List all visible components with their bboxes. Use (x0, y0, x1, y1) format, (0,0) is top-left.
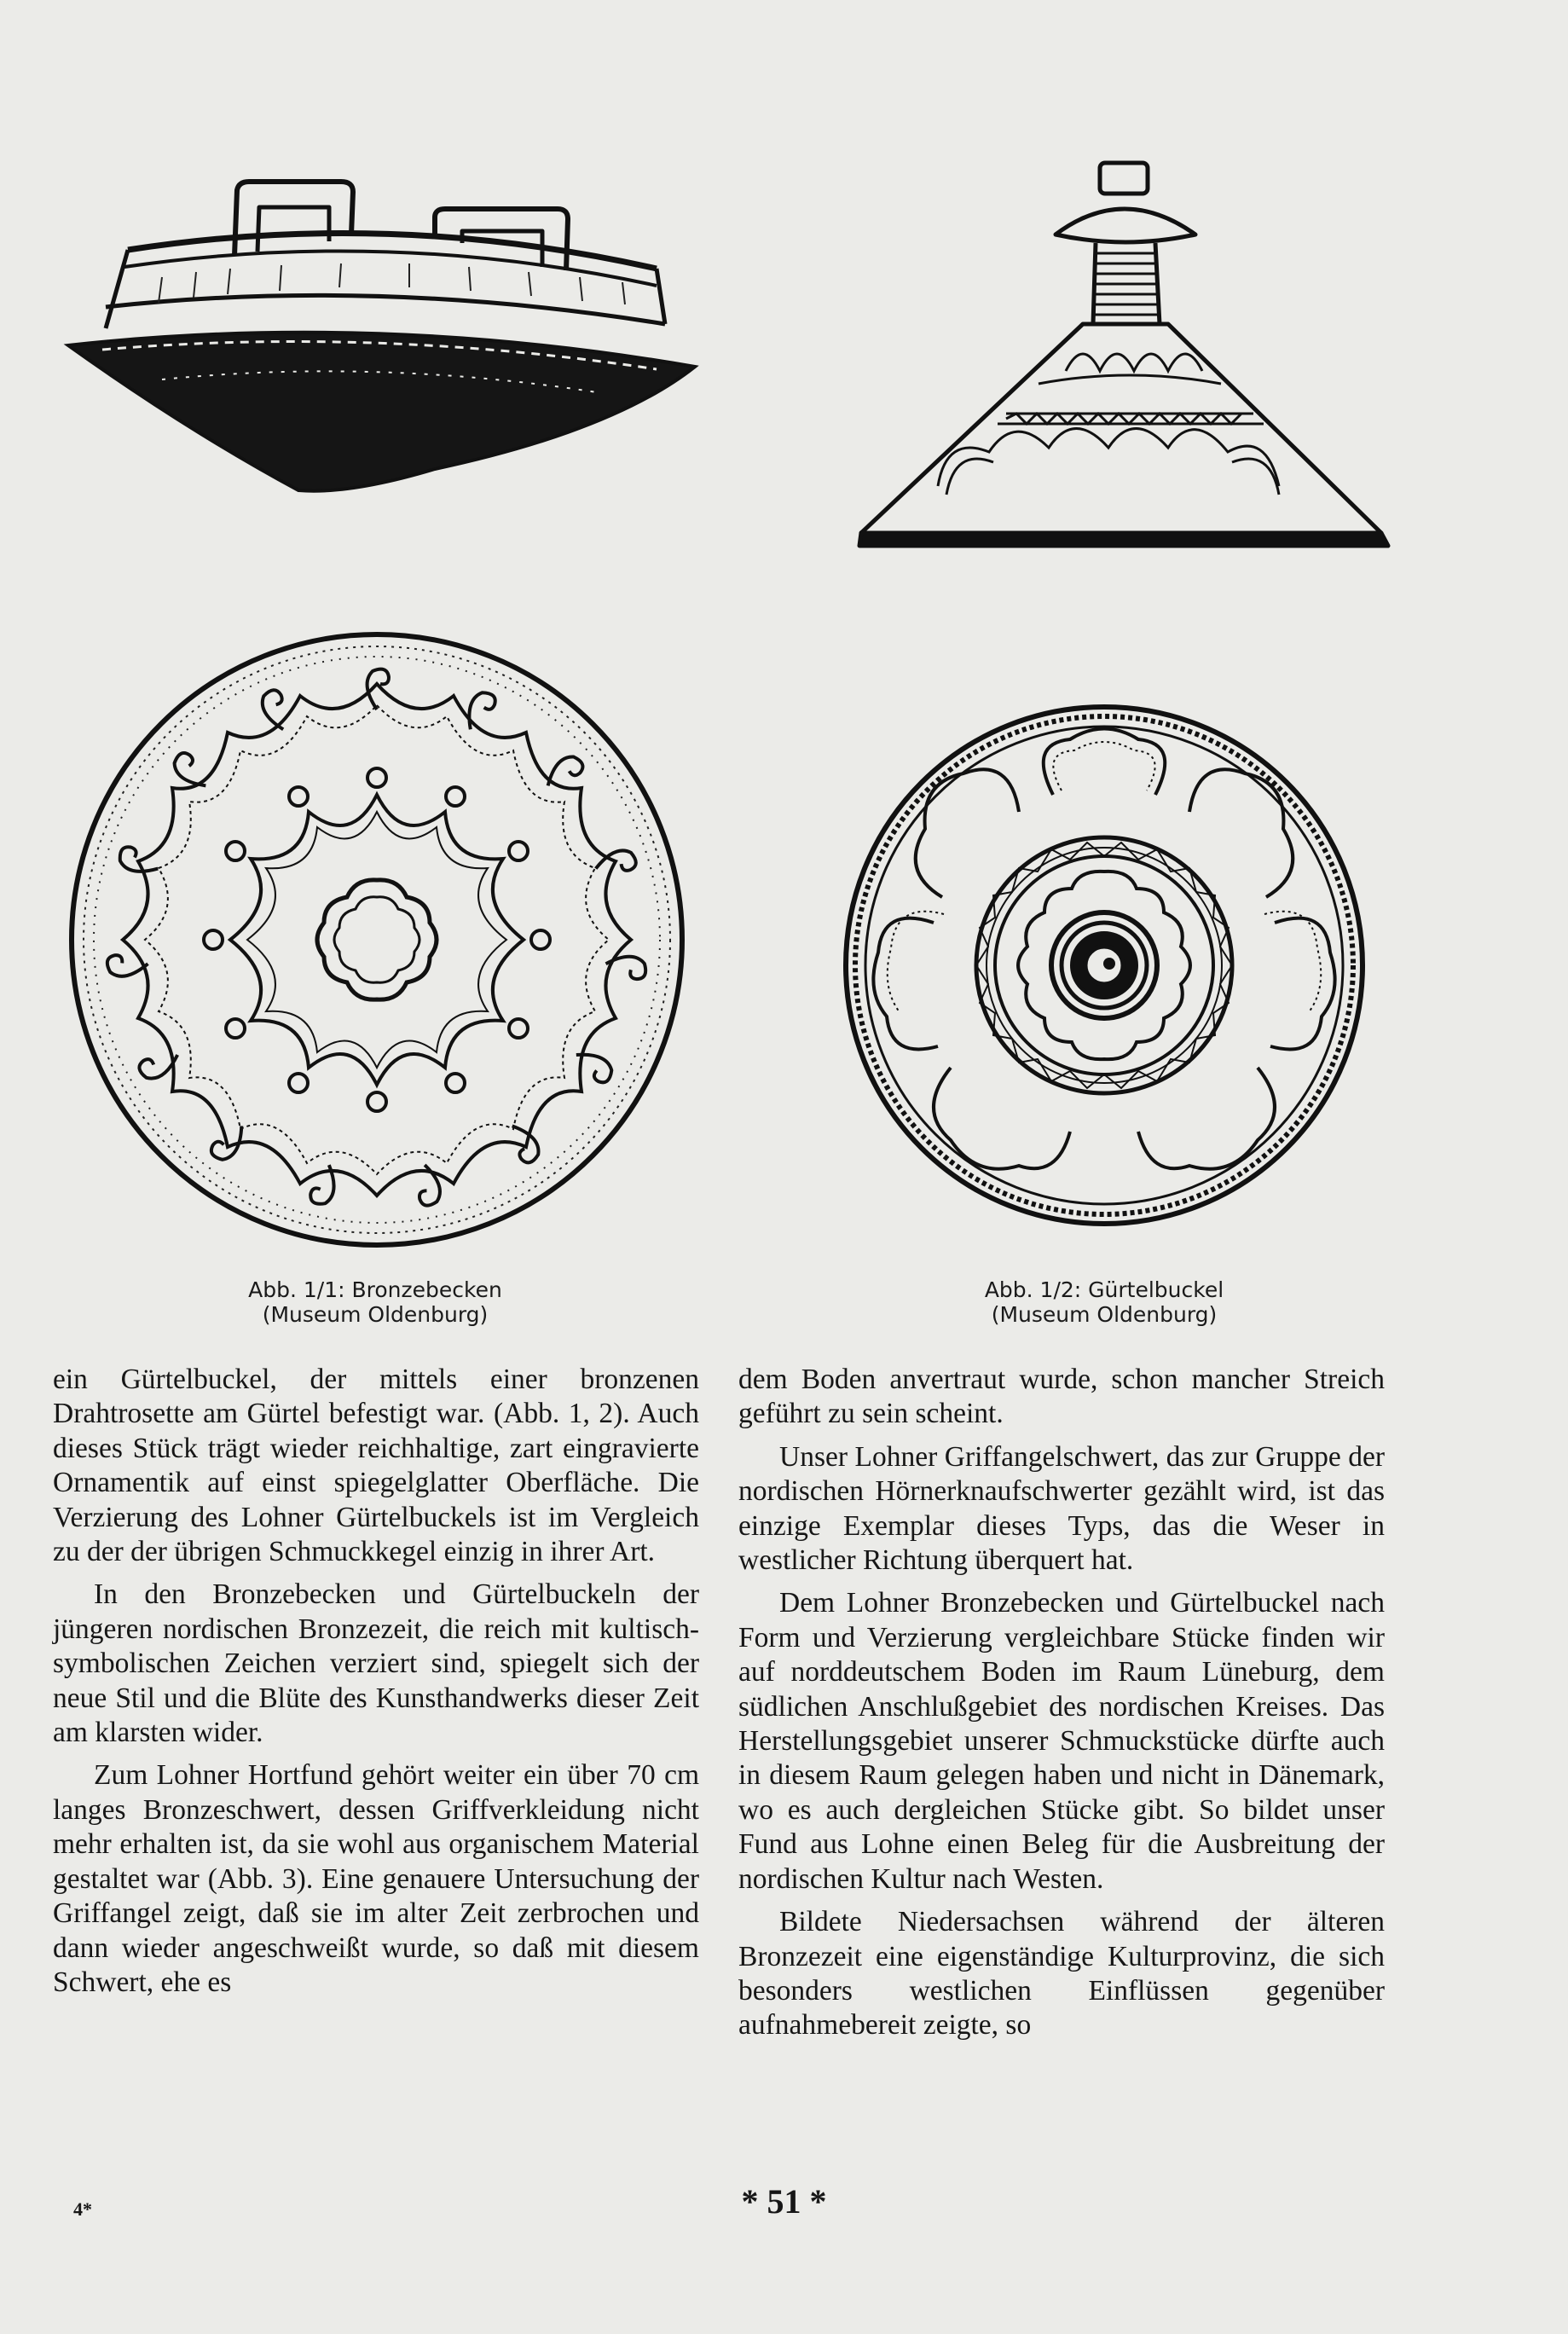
figure-caption-line: (Museum Oldenburg) (262, 1302, 489, 1327)
signature-mark: 4* (73, 2198, 92, 2220)
figure-caption-line: Abb. 1/1: Bronzebecken (248, 1277, 502, 1302)
bronze-basin-top-illustration (64, 627, 691, 1254)
paragraph: Dem Lohner Bronzebecken und Gürtelbuckel nach Form und Verzierung vergleichbare Stücke finden wir auf norddeutschem Boden im Raum Lüneburg, dem südlichen Anschlußgebiet des nordischen Kreises. Das Herstellungsgebiet unserer Schmuckstücke dürfte auch in diesem Raum gelegen haben und nicht in Dänemark, wo es auch dergleichen Stücke gibt. So bildet unser Fund aus Lohne einen Beleg für die Ausbreitung der nordischen Kultur nach Westen. (738, 1587, 1385, 1895)
text-column-right (738, 1363, 1385, 2052)
paragraph: Bildete Niedersachsen während der älteren Bronzezeit eine eigenständige Kulturprovinz, die sich besonders westlichen Einflüssen gegenüber aufnahmebereit zeigte, so (738, 1906, 1385, 2042)
figure-caption-belt-boss (900, 1277, 1309, 1327)
figure-caption-line: Abb. 1/2: Gürtelbuckel (984, 1277, 1224, 1302)
page-number: * 51 * (741, 2182, 827, 2221)
belt-boss-top-illustration (840, 701, 1368, 1230)
paragraph: In den Bronzebecken und Gürtelbuckeln der jüngeren nordischen Bronzezeit, die reich mit kultisch-symbolischen Zeichen verziert sind, spiegelt sich der neue Stil und die Blüte des Kunsthandwerks dieser Zeit am klarsten wider. (53, 1578, 699, 1749)
paragraph: Zum Lohner Hortfund gehört weiter ein über 70 cm langes Bronzeschwert, dessen Griffverkleidung nicht mehr erhalten ist, da sie wohl aus organischem Material gestaltet war (Abb. 3). Eine genauere Untersuchung der Griffangel zeigt, daß sie im alter Zeit zerbrochen und dann wieder angeschweißt wurde, so daß mit diesem Schwert, ehe es (53, 1759, 699, 1998)
paragraph: ein Gürtelbuckel, der mittels einer bronzenen Drahtrosette am Gürtel befestigt war. (Abb. 1, 2). Auch dieses Stück trägt wieder reichhaltige, zart eingravierte Ornamentik auf einst spiegelglatter Oberfläche. Die Verzierung des Lohner Gürtelbuckels ist im Vergleich zu der der übrigen Schmuckkegel einzig in ihrer Art. (53, 1364, 699, 1568)
belt-boss-side-illustration (853, 158, 1390, 554)
paragraph: Unser Lohner Griffangelschwert, das zur Gruppe der nordischen Hörnerknaufschwerter gezählt wird, ist das einzige Exemplar dieses Typs, das die Weser in westlicher Richtung überquert hat. (738, 1440, 1385, 1577)
figure-caption-bronze-basin (171, 1277, 580, 1327)
figure-caption-line: (Museum Oldenburg) (991, 1302, 1218, 1327)
paragraph: dem Boden anvertraut wurde, schon mancher Streich geführt zu sein scheint. (738, 1364, 1385, 1430)
text-column-left (53, 1363, 699, 2008)
bronze-basin-side-illustration (68, 175, 699, 516)
